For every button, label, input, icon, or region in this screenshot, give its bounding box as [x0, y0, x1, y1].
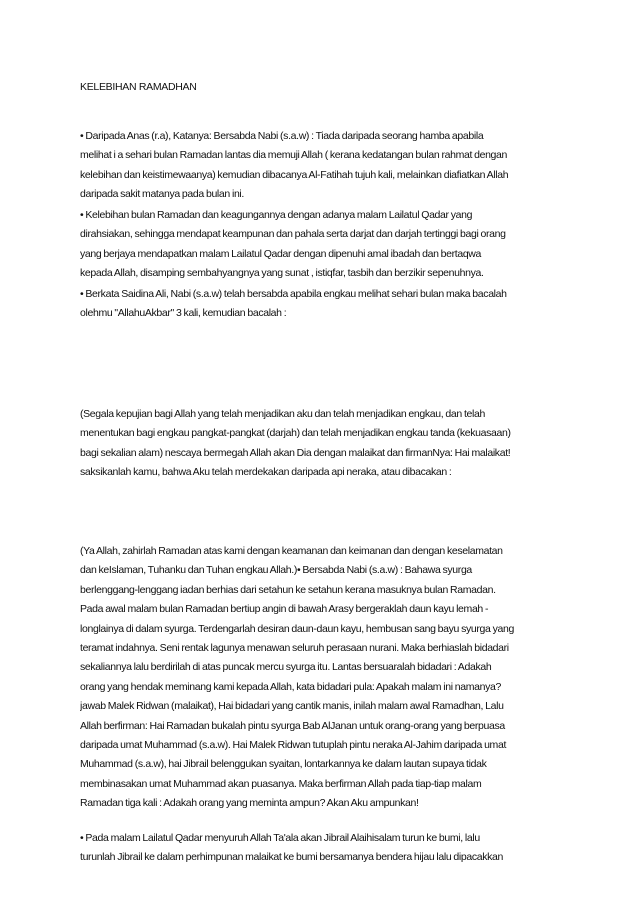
paragraph-5 — [80, 542, 564, 814]
text-line: dirahsiakan, sehingga mendapat keampunan dan pahala serta darjat dan darjah tertinggi bagi orang — [80, 228, 506, 241]
text-line: Ramadan tiga kali : Adakah orang yang meminta ampun? Akan Aku ampunkan! — [80, 797, 419, 810]
text-line: jawab Malek Ridwan (malaikat), Hai bidadari yang cantik manis, inilah malam awal Ramadhan, Lalu — [80, 700, 504, 713]
text-line: berlenggang-lenggang iadan berhias dari setahun ke setahun kerana masuknya bulan Ramadan. — [80, 583, 496, 596]
text-line: saksikanlah kamu, bahwa Aku telah merdekakan daripada api neraka, atau dibacakan : — [80, 466, 452, 479]
text-line: sekaliannya lalu berdirilah di atas puncak mercu syurga itu. Lantas bersuaralah bidadari : Adakah — [80, 661, 492, 674]
text-line: • Kelebihan bulan Ramadan dan keagungannya dengan adanya malam Lailatul Qadar yang — [80, 209, 473, 221]
text-line: daripada sakit matanya pada bulan ini. — [80, 188, 244, 201]
text-line: • Pada malam Lailatul Qadar menyuruh Allah Ta'ala akan Jibrail Alaihisalam turun ke bumi, lalu — [80, 832, 480, 844]
text-line: kepada Allah, disamping sembahyangnya yang sunat , istiqfar, tasbih dan berzikir sepenuhnya. — [80, 267, 484, 280]
text-line: dan keIslaman, Tuhanku dan Tuhan engkau Allah.)• Bersabda Nabi (s.a.w) : Bahawa syurga — [80, 564, 472, 577]
paragraph-3 — [80, 285, 564, 324]
text-line: bagi sekalian alam) nescaya bermegah Allah akan Dia dengan malaikat dan firmanNya: Hai malaikat! — [80, 446, 511, 459]
text-line: (Segala kepujian bagi Allah yang telah menjadikan aku dan telah menjadikan engkau, dan telah — [80, 408, 485, 420]
text-line: • Berkata Saidina Ali, Nabi (s.a.w) telah bersabda apabila engkau melihat sehari bulan maka bacalah — [80, 288, 507, 300]
text-line: olehmu "AllahuAkbar" 3 kali, kemudian bacalah : — [80, 307, 287, 320]
text-line: Pada awal malam bulan Ramadan bertiup angin di bawah Arasy bergeraklah daun kayu lemah - — [80, 603, 489, 616]
paragraph-4 — [80, 405, 564, 483]
paragraph-2 — [80, 206, 564, 284]
text-line: menentukan bagi engkau pangkat-pangkat (darjah) dan telah menjadikan engkau tanda (kekuasaan) — [80, 427, 511, 440]
text-line: membinasakan umat Muhammad akan puasanya. Maka berfirman Allah pada tiap-tiap malam — [80, 777, 482, 790]
text-line: teramat indahnya. Seni rentak lagunya menawan seluruh perasaan nurani. Maka berhiaslah bidadari — [80, 642, 509, 655]
text-line: Muhammad (s.a.w), hai Jibrail belenggukan syaitan, lontarkannya ke dalam lautan supaya tidak — [80, 758, 487, 771]
paragraph-1 — [80, 127, 564, 205]
text-line: Allah berfirman: Hai Ramadan bukalah pintu syurga Bab AlJanan untuk orang-orang yang berpuasa — [80, 719, 505, 732]
document-title: KELEBIHAN RAMADHAN — [80, 81, 197, 93]
text-line: orang yang hendak meminang kami kepada Allah, kata bidadari pula: Apakah malam ini namanya? — [80, 680, 502, 693]
text-line: • Daripada Anas (r.a), Katanya: Bersabda Nabi (s.a.w) : Tiada daripada seorang hamba apabila — [80, 130, 484, 142]
text-line: (Ya Allah, zahirlah Ramadan atas kami dengan keamanan dan keimanan dan dengan keselamatan — [80, 545, 503, 557]
text-line: melihat i a sehari bulan Ramadan lantas dia memuji Allah ( kerana kedatangan bulan rahmat dengan — [80, 149, 508, 162]
text-line: yang berjaya mendapatkan malam Lailatul Qadar dengan dipenuhi amal ibadah dan bertaqwa — [80, 247, 482, 260]
text-line: kelebihan dan keistimewaanya) kemudian dibacanya Al-Fatihah tujuh kali, melainkan diafiatkan Allah — [80, 168, 509, 181]
text-line: turunlah Jibrail ke dalam perhimpunan malaikat ke bumi bersamanya bendera hijau lalu dipacakkan — [80, 851, 504, 864]
text-line: longlainya di dalam syurga. Terdengarlah desiran daun-daun kayu, hembusan sang bayu syurga yang — [80, 622, 514, 635]
paragraph-6 — [80, 829, 564, 868]
text-line: daripada umat Muhammad (s.a.w). Hai Malek Ridwan tutuplah pintu neraka Al-Jahim daripada umat — [80, 739, 507, 752]
